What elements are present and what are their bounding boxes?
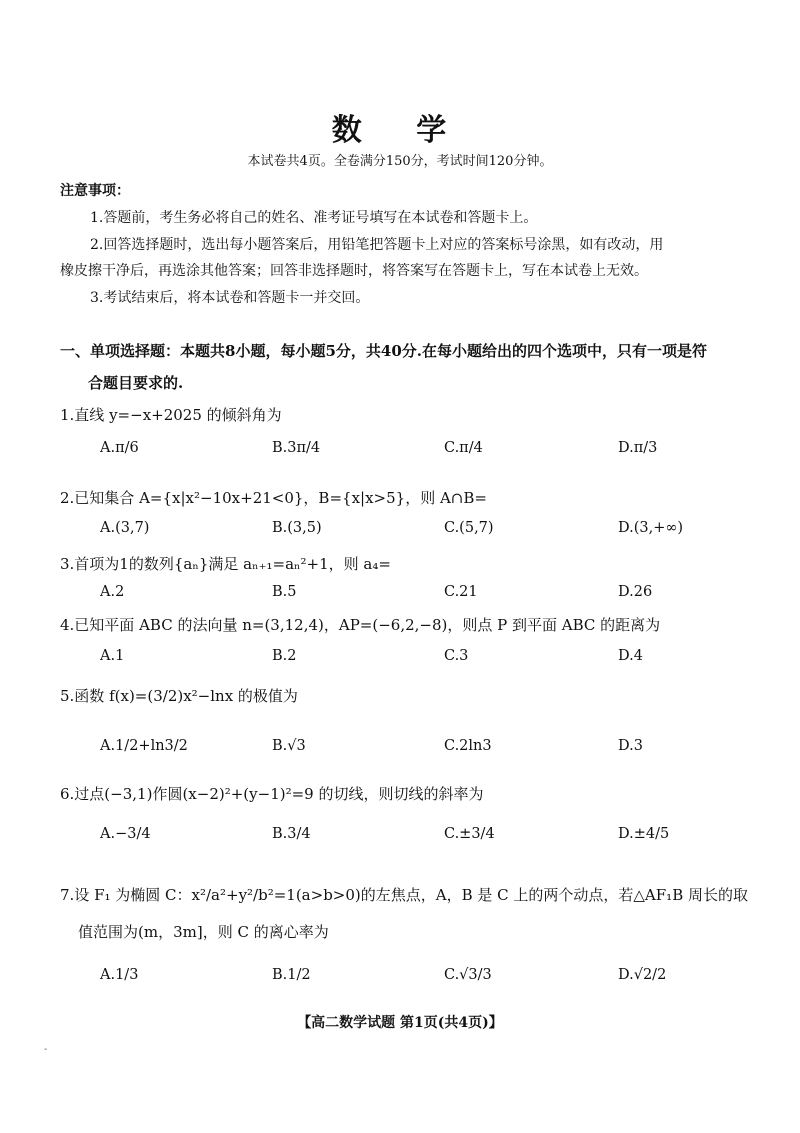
notice-item-1: 1.答题前，考生务必将自己的姓名、准考证号填写在本试卷和答题卡上。 bbox=[90, 210, 538, 226]
notice-item-2-line-1: 2.回答选择题时，选出每小题答案后，用铅笔把答题卡上对应的答案标号涂黑，如有改动，用 bbox=[90, 237, 664, 253]
question-1-option-b: B.3π/4 bbox=[272, 440, 321, 456]
question-5-stem: 5.函数 f(x)=(3/2)x²−lnx 的极值为 bbox=[60, 687, 298, 705]
question-4-option-b: B.2 bbox=[272, 648, 297, 664]
question-7-option-c: C.√3/3 bbox=[444, 967, 492, 983]
question-1-option-d: D.π/3 bbox=[618, 440, 658, 456]
section-heading-cont: 合题目要求的. bbox=[88, 374, 184, 392]
question-1-option-a: A.π/6 bbox=[100, 440, 139, 456]
notice-heading: 注意事项： bbox=[60, 183, 130, 199]
question-5-option-c: C.2ln3 bbox=[444, 738, 492, 754]
question-2-option-a: A.(3,7) bbox=[100, 520, 150, 536]
question-7-stem-line-2: 值范围为(m，3m]，则 C 的离心率为 bbox=[78, 923, 329, 941]
question-1-option-c: C.π/4 bbox=[444, 440, 483, 456]
question-5-option-a: A.1/2+ln3/2 bbox=[100, 738, 188, 754]
question-6-option-b: B.3/4 bbox=[272, 826, 311, 842]
section-heading: 一、单项选择题：本题共8小题，每小题5分，共40分.在每小题给出的四个选项中，只有一项是符 bbox=[60, 342, 707, 360]
notice-item-2-line-2: 橡皮擦干净后，再选涂其他答案；回答非选择题时，将答案写在答题卡上，写在本试卷上无效。 bbox=[60, 263, 648, 279]
question-5-option-b: B.√3 bbox=[272, 738, 306, 754]
question-4-option-c: C.3 bbox=[444, 648, 469, 664]
page-title: 数 学 bbox=[331, 113, 469, 148]
question-2-option-b: B.(3,5) bbox=[272, 520, 322, 536]
question-3-option-d: D.26 bbox=[618, 584, 653, 600]
question-4-option-a: A.1 bbox=[100, 648, 125, 664]
question-7-option-b: B.1/2 bbox=[272, 967, 311, 983]
question-3-stem: 3.首项为1的数列{aₙ}满足 aₙ₊₁=aₙ²+1，则 a₄= bbox=[60, 555, 391, 573]
question-6-stem: 6.过点(−3,1)作圆(x−2)²+(y−1)²=9 的切线，则切线的斜率为 bbox=[60, 785, 484, 803]
exam-info: 本试卷共4页。全卷满分150分，考试时间120分钟。 bbox=[247, 154, 553, 169]
question-6-option-d: D.±4/5 bbox=[618, 826, 670, 842]
question-6-option-a: A.−3/4 bbox=[100, 826, 151, 842]
notice-item-3: 3.考试结束后，将本试卷和答题卡一并交回。 bbox=[90, 290, 370, 306]
question-2-stem: 2.已知集合 A={x|x²−10x+21<0}，B={x|x>5}，则 A∩B= bbox=[60, 489, 487, 507]
question-3-option-a: A.2 bbox=[100, 584, 125, 600]
scan-mark: - bbox=[44, 1044, 48, 1055]
question-2-option-d: D.(3,+∞) bbox=[618, 520, 684, 536]
question-5-option-d: D.3 bbox=[618, 738, 643, 754]
question-3-option-b: B.5 bbox=[272, 584, 297, 600]
question-4-option-d: D.4 bbox=[618, 648, 643, 664]
question-1-stem: 1.直线 y=−x+2025 的倾斜角为 bbox=[60, 406, 282, 424]
question-6-option-c: C.±3/4 bbox=[444, 826, 495, 842]
page-footer: 【高二数学试题 第1页(共4页)】 bbox=[297, 1015, 503, 1031]
question-7-option-a: A.1/3 bbox=[100, 967, 139, 983]
question-7-option-d: D.√2/2 bbox=[618, 967, 667, 983]
question-2-option-c: C.(5,7) bbox=[444, 520, 494, 536]
question-7-stem-line-1: 7.设 F₁ 为椭圆 C：x²/a²+y²/b²=1(a>b>0)的左焦点，A，B 是 C 上的两个动点，若△AF₁B 周长的取 bbox=[60, 886, 748, 904]
question-3-option-c: C.21 bbox=[444, 584, 478, 600]
question-4-stem: 4.已知平面 ABC 的法向量 n=(3,12,4)，AP=(−6,2,−8)，则点 P 到平面 ABC 的距离为 bbox=[60, 616, 661, 634]
